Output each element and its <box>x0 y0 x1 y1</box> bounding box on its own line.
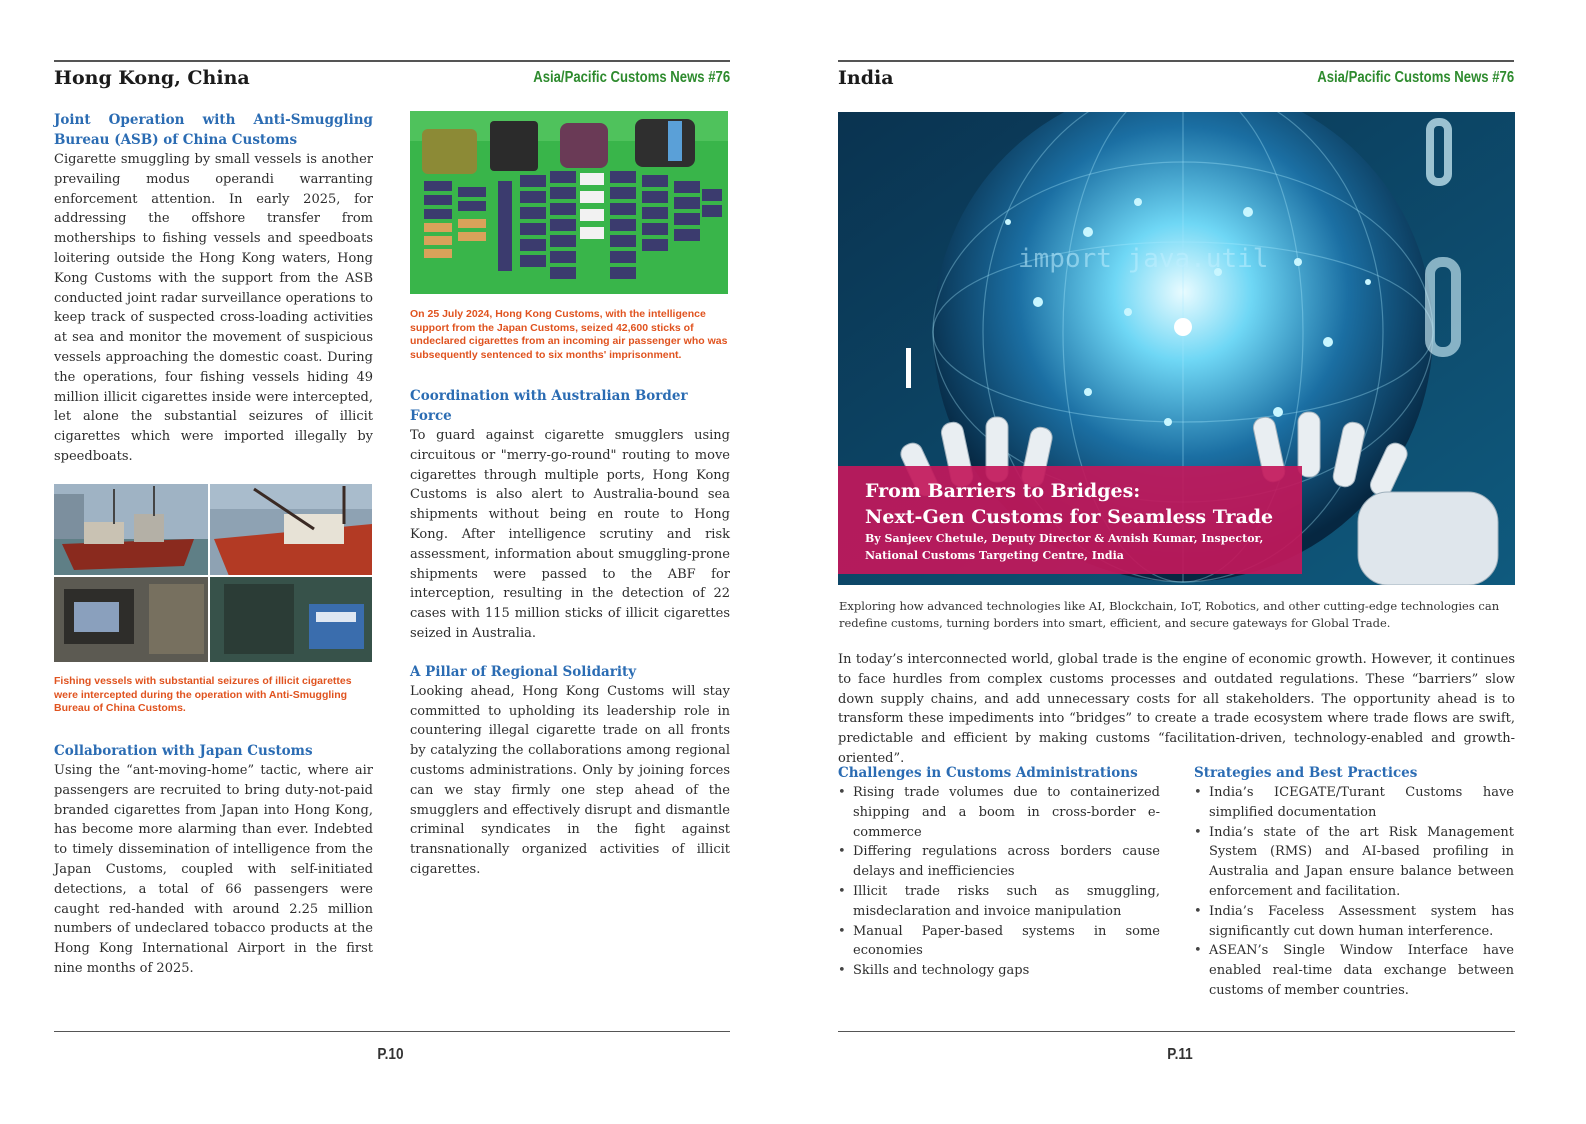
country-title: India <box>838 67 894 89</box>
list-item: • Rising trade volumes due to containerized shipping and a boom in cross-border e-commerce <box>838 783 1160 842</box>
strategies-list <box>1194 783 1514 1001</box>
vessels-photo-caption: Fishing vessels with substantial seizures of illicit cigarettes were intercepted during the operation with Anti-Smuggling Bureau of China Customs. <box>54 675 352 714</box>
left-column-1-lower <box>54 741 373 979</box>
section-heading: Collaboration with Japan Customs <box>54 743 313 759</box>
hero-title-line1: From Barriers to Bridges: <box>865 480 1141 502</box>
hero-byline-line2: National Customs Targeting Centre, India <box>865 549 1124 562</box>
right-page <box>793 0 1586 1124</box>
list-item: • India’s ICEGATE/Turant Customs have simplified documentation <box>1194 783 1514 823</box>
challenges-heading: Challenges in Customs Administrations <box>838 765 1138 781</box>
list-item: • Manual Paper-based systems in some economies <box>838 922 1160 962</box>
hero-image <box>838 112 1515 585</box>
article-lead: In today’s interconnected world, global trade is the engine of economic growth. However, it continues to face hurdles from complex customs processes and outdated regulations. These “barriers” slow down supply chains, and add unnecessary costs for all stakeholders. The opportunity ahead is to transform these impediments into “bridges” to create a trade ecosystem where trade flows are swift, predictable and efficient by making customs “facilitation-driven, technology-enabled and growth-oriented”. <box>838 652 1515 766</box>
publication-name: Asia/Pacific Customs News #76 <box>1317 69 1514 86</box>
bottom-rule <box>838 1031 1515 1032</box>
list-item: • Skills and technology gaps <box>838 961 1160 981</box>
section-heading: A Pillar of Regional Solidarity <box>410 663 637 680</box>
strategies-heading: Strategies and Best Practices <box>1194 765 1418 781</box>
challenges-list <box>838 783 1160 981</box>
publication-name: Asia/Pacific Customs News #76 <box>533 69 730 86</box>
seizure-photo-caption: On 25 July 2024, Hong Kong Customs, with the intelligence support from the Japan Customs, seized 42,600 sticks of undeclared cigarettes from an incoming air passenger who was subsequently sentenced to six months' imprisonment. <box>410 308 728 361</box>
list-item: • Illicit trade risks such as smuggling, misdeclaration and invoice manipulation <box>838 882 1160 922</box>
intro-block <box>839 598 1515 631</box>
seized-cigarettes-photo <box>410 111 728 294</box>
top-rule <box>54 60 730 62</box>
section-heading: Coordination with Australian Border Force <box>410 388 688 424</box>
hero-code-text: import java.util <box>1018 244 1269 274</box>
bottom-rule <box>54 1031 730 1032</box>
seizure-caption-block <box>410 308 728 362</box>
left-column-2 <box>410 386 730 880</box>
list-item: • Differing regulations across borders cause delays and inefficiencies <box>838 842 1160 882</box>
page-number: P.11 <box>1167 1046 1193 1063</box>
page-number: P.10 <box>377 1046 404 1063</box>
fishing-vessels-photo <box>54 484 372 662</box>
list-item: • ASEAN’s Single Window Interface have enabled real-time data exchange between customs of member countries. <box>1194 941 1514 1000</box>
section-body: Looking ahead, Hong Kong Customs will stay committed to upholding its leadership role in countering illegal cigarette trade on all fronts by catalyzing the collaborations among regional customs administrations. Only by joining forces can we stay firmly one step ahead of the smugglers and effectively disrupt and dismantle criminal syndicates in the fight against transnationally organized activities of illicit cigarettes. <box>410 683 730 877</box>
section-body: Using the “ant-moving-home” tactic, where air passengers are recruited to bring duty-not-paid branded cigarettes from Japan into Hong Kong, has become more alarming than ever. Indebted to timely dissemination of intelligence from the Japan Customs, coupled with self-initiated detections, a total of 66 passengers were caught red-handed with around 2.25 million numbers of undeclared tobacco products at the Hong Kong International Airport in the first nine months of 2025. <box>54 763 373 976</box>
article-intro: Exploring how advanced technologies like AI, Blockchain, IoT, Robotics, and other cutting-edge technologies can redefine customs, turning borders into smart, efficient, and secure gateways for Global Trade. <box>839 599 1500 630</box>
hero-byline-line1: By Sanjeev Chetule, Deputy Director & Avnish Kumar, Inspector, <box>865 532 1264 545</box>
list-item: • India’s state of the art Risk Management System (RMS) and AI-based profiling in Australia and Japan ensure balance between enforcement and facilitation. <box>1194 823 1514 902</box>
list-item: • India’s Faceless Assessment system has significantly cut down human interference. <box>1194 902 1514 942</box>
country-title: Hong Kong, China <box>54 67 250 89</box>
strategies-column <box>1194 763 1514 1001</box>
hero-title-block <box>865 478 1295 564</box>
left-column-1 <box>54 110 373 467</box>
section-body: Cigarette smuggling by small vessels is another prevailing modus operandi warranting enforcement attention. In early 2025, for addressing the offshore transfer from motherships to fishing vessels and speedboats loitering outside the Hong Kong waters, Hong Kong Customs with the support from the ASB conducted joint radar surveillance operations to keep track of suspected cross-loading activities at sea and monitor the movement of suspicious vessels approaching the domestic coast. During the operations, four fishing vessels hiding 49 million illicit cigarettes inside were intercepted, let alone the substantial seizures of illicit cigarettes which were imported illegally by speedboats. <box>54 152 373 464</box>
top-rule <box>838 60 1514 62</box>
lead-block <box>838 650 1515 769</box>
vessels-caption-block <box>54 675 372 716</box>
section-heading: Joint Operation with Anti-Smuggling Bureau (ASB) of China Customs <box>54 112 373 148</box>
section-body: To guard against cigarette smugglers using circuitous or "merry-go-round" routing to move cigarettes through multiple ports, Hong Kong Customs is also alert to Australia-bound sea shipments without being en route to Hong Kong. After intelligence scrutiny and risk assessment, information about smuggling-prone shipments were passed to the ABF for interception, resulting in the detection of 22 cases with 115 million sticks of illicit cigarettes seized in Australia. <box>410 428 730 641</box>
hero-title-line2: Next-Gen Customs for Seamless Trade <box>865 506 1274 528</box>
challenges-column <box>838 763 1160 981</box>
